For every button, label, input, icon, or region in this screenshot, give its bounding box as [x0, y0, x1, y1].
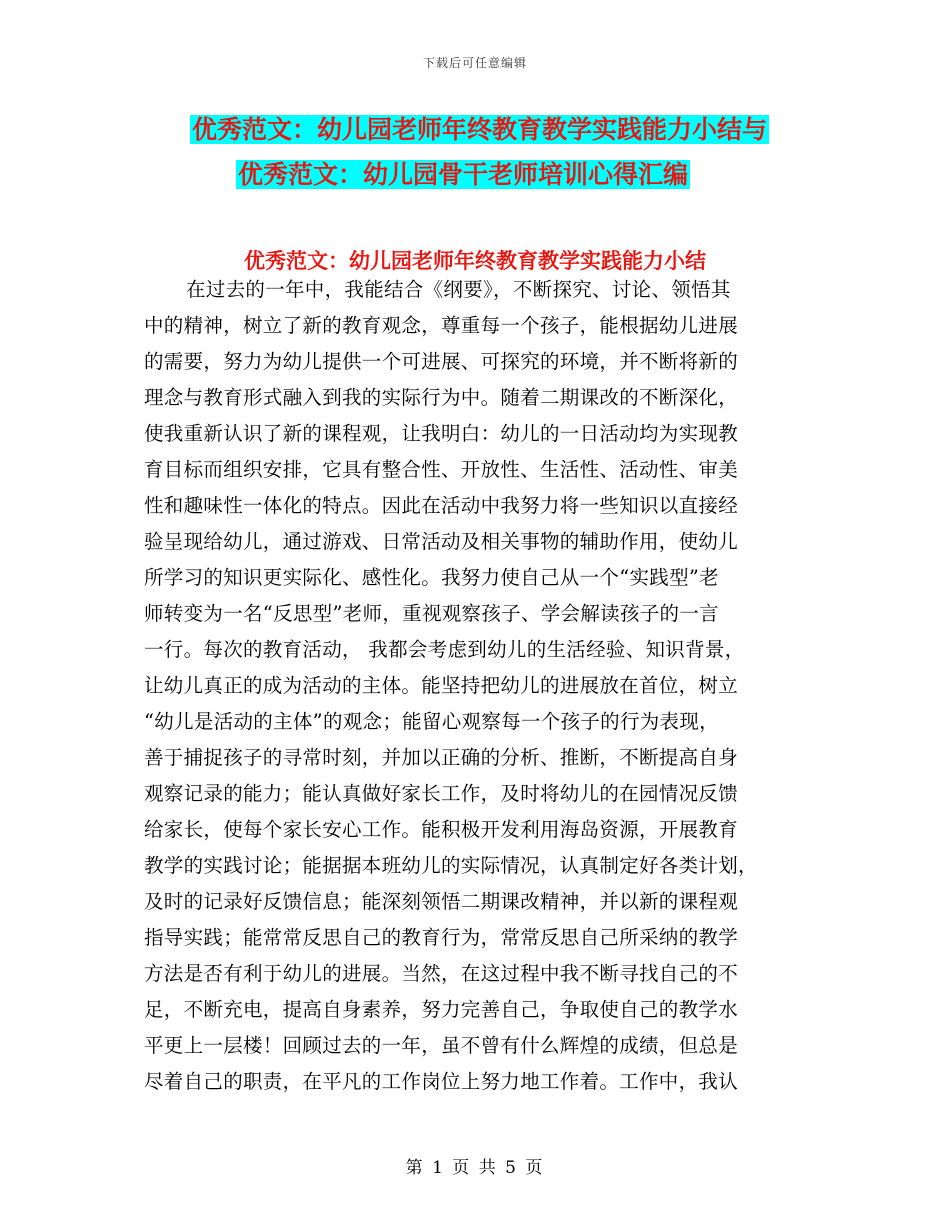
body-line: 中的精神，树立了新的教育观念，尊重每一个孩子，能根据幼儿进展	[144, 314, 739, 337]
body-line: 育目标而组织安排，它具有整合性、开放性、生活性、活动性、审美	[144, 458, 739, 481]
body-line: 指导实践；能常常反思自己的教育行为，常常反思自己所采纳的教学	[144, 926, 739, 949]
body-line: 尽着自己的职责，在平凡的工作岗位上努力地工作着。工作中，我认	[144, 1070, 739, 1093]
body-text	[144, 272, 806, 1100]
body-line: 及时的记录好反馈信息；能深刻领悟二期课改精神，并以新的课程观	[144, 890, 739, 913]
body-line: 性和趣味性一体化的特点。因此在活动中我努力将一些知识以直接经	[144, 494, 739, 517]
main-title-line-2	[236, 155, 916, 195]
body-line: 教学的实践讨论；能据据本班幼儿的实际情况，认真制定好各类计划，	[144, 854, 758, 877]
body-line: 平更上一层楼！回顾过去的一年，虽不曾有什么辉煌的成绩，但总是	[144, 1034, 739, 1057]
body-line: 方法是否有利于幼儿的进展。当然，在这过程中我不断寻找自己的不	[144, 962, 739, 985]
body-line: 足，不断充电，提高自身素养，努力完善自己，争取使自己的教学水	[144, 998, 739, 1021]
page-footer: 第 1 页 共 5 页	[405, 1158, 545, 1178]
body-line: 让幼儿真正的成为活动的主体。能坚持把幼儿的进展放在首位，树立	[144, 674, 739, 697]
body-line: 在过去的一年中，我能结合《纲要》，不断探究、讨论、领悟其	[186, 278, 731, 301]
main-title-line-1-text: 优秀范文：幼儿园老师年终教育教学实践能力小结与	[192, 115, 768, 144]
body-line: 理念与教育形式融入到我的实际行为中。随着二期课改的不断深化，	[144, 386, 739, 409]
body-line: 一行。每次的教育活动， 我都会考虑到幼儿的生活经验、知识背景，	[144, 638, 745, 661]
download-note: 下载后可任意编辑	[422, 56, 527, 70]
main-title-line-1	[190, 110, 870, 150]
main-title-line-2-text: 优秀范文：幼儿园骨干老师培训心得汇编	[238, 160, 689, 189]
body-line: 师转变为一名“反思型”老师，重视观察孩子、学会解读孩子的一言	[144, 602, 719, 625]
body-line: 的需要，努力为幼儿提供一个可进展、可探究的环境，并不断将新的	[144, 350, 739, 373]
section-title: 优秀范文：幼儿园老师年终教育教学实践能力小结	[244, 248, 706, 273]
body-line: “幼儿是活动的主体”的观念；能留心观察每一个孩子的行为表现，	[144, 710, 719, 733]
body-line: 使我重新认识了新的课程观，让我明白：幼儿的一日活动均为实现教	[144, 422, 739, 445]
body-line: 所学习的知识更实际化、感性化。我努力使自己从一个“实践型”老	[144, 566, 719, 589]
body-line: 善于捕捉孩子的寻常时刻，并加以正确的分析、推断，不断提高自身	[144, 746, 739, 769]
body-line: 观察记录的能力；能认真做好家长工作，及时将幼儿的在园情况反馈	[144, 782, 739, 805]
body-line: 给家长，使每个家长安心工作。能积极开发利用海岛资源，开展教育	[144, 818, 739, 841]
body-line: 验呈现给幼儿，通过游戏、日常活动及相关事物的辅助作用，使幼儿	[144, 530, 739, 553]
